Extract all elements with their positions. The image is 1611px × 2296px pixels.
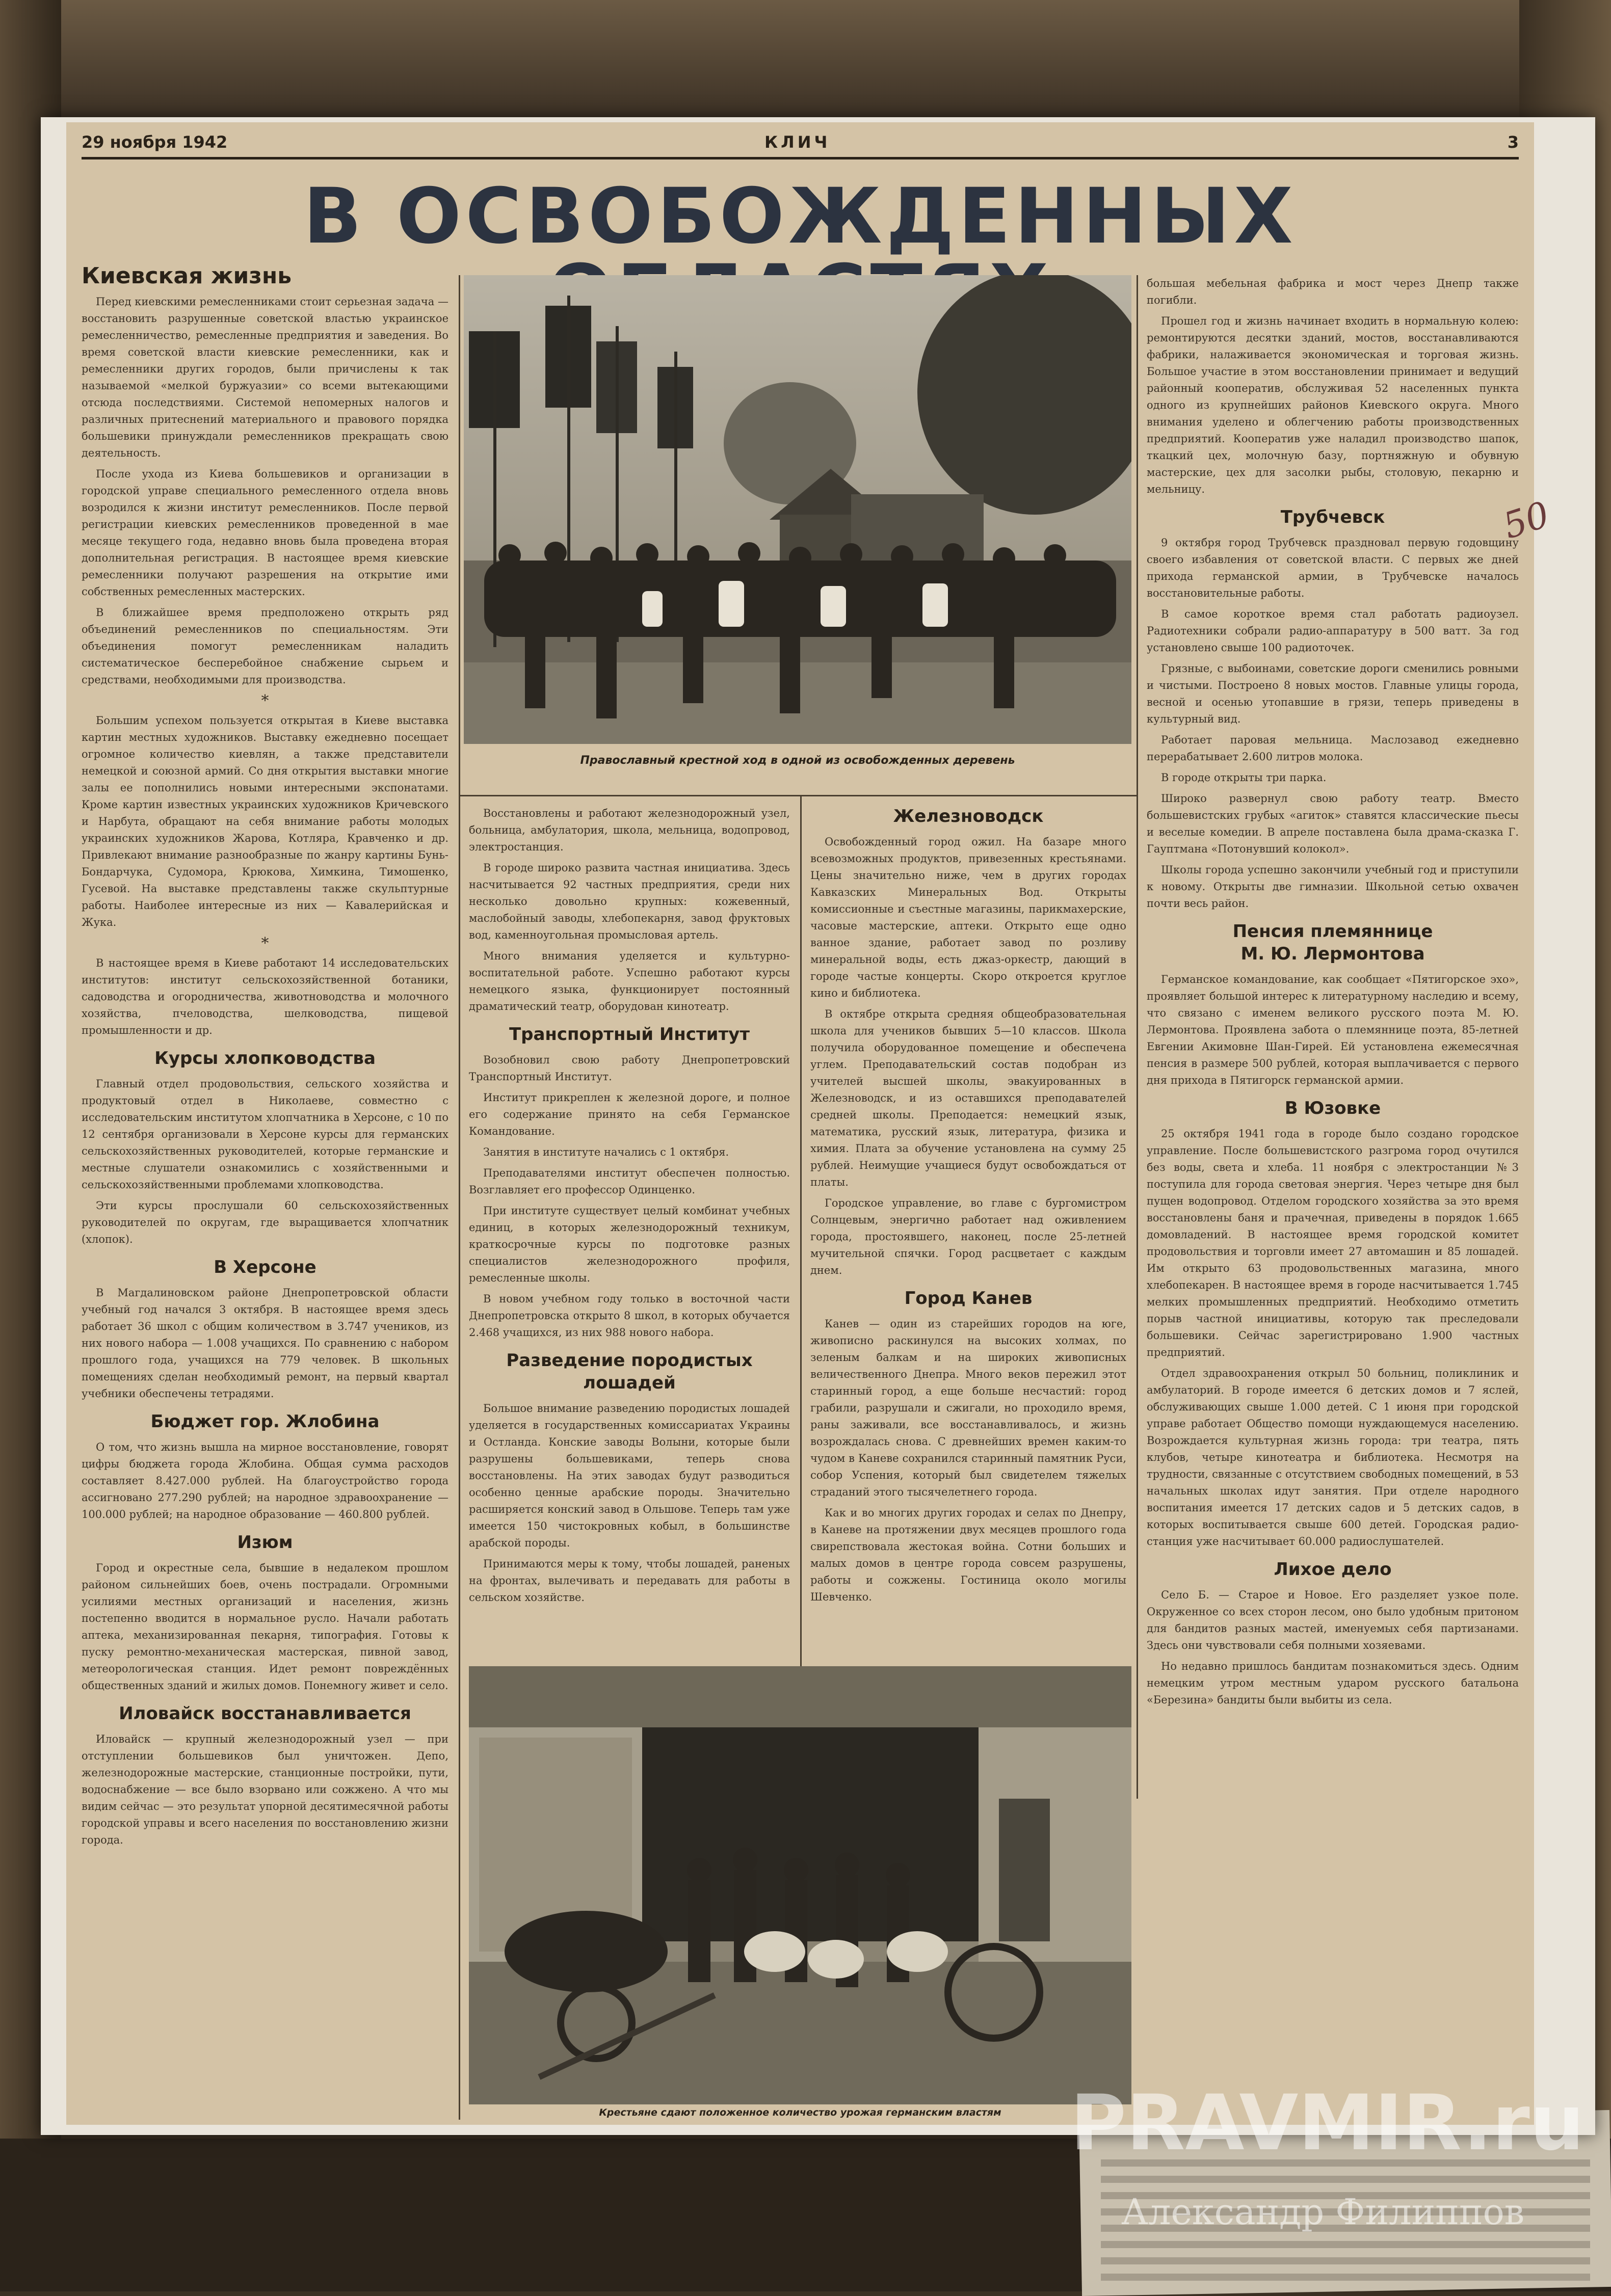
paragraph: После ухода из Киева большевиков и организации в городской управе специального ремесленного отдела вновь возродился к жизни институт ремесленников. После первой регистрации киевских ремесленников проведенной в мае месяце текущего года, недавно вновь была проведена вторая дополнительная регистрация. В настоящее время киевские ремесленники получают разрешения на открытие ими собственных ремесленных мастерских. xyxy=(82,468,448,598)
article-title: В Херсоне xyxy=(214,1257,316,1277)
paragraph: Принимаются меры к тому, чтобы лошадей, раненых на фронтах, вылечивать и передавать для работы в сельском хозяйстве. xyxy=(469,1558,790,1604)
article-title: Иловайск восстанавливается xyxy=(119,1703,411,1724)
paragraph: 9 октября город Трубчевск праздновал первую годовщину своего избавления от советской власти. С первых же дней прихода германской армии, в Трубчевске началось восстановительные работы. xyxy=(1147,537,1519,599)
paragraph: Перед киевскими ремесленниками стоит серьезная задача — восстановить разрушенные советской властью украинское ремесленничество, ремесленные предприятия и заведения. Во время советской власти киевские ремесленники, как и ремесленники других городов, были причислены к так называемой «мелкой буржуазии» со всеми вытекающими отсюда последствиями. Системой непомерных налогов и различных притеснений материального и правового порядка большевики принуждали ремесленников прекращать свою деятельность. xyxy=(82,296,448,459)
masthead-name: КЛИЧ xyxy=(764,132,831,152)
paragraph: Широко развернул свою работу театр. Вместо большевистских грубых «агиток» ставятся классические пьесы и веселые комедии. В апреле поставлена была драма-сказка Г. Гауптмана «Потонувший колокол». xyxy=(1147,792,1519,855)
paragraph: При институте существует целый комбинат учебных единиц, в которых железнодорожный техникум, краткосрочные курсы по подготовке разных специалистов железнодорожного профиля, ремесленные школы. xyxy=(469,1205,790,1284)
article-title: Транспортный Институт xyxy=(509,1024,750,1045)
paragraph: Большим успехом пользуется открытая в Киеве выставка картин местных художников. Выставку ежедневно посещает огромное количество киевлян, а также представители немецкой и союзной армий. Со дня открытия выставки многие залы ее пополнились новыми интересными экспонатами. Кроме картин известных украинских художников Кричевского и Нарбута, обращают на себя внимание работы молодых украинских художников Жарова, Котляра, Кравченко и др. Привлекают внимание разнообразные по жанру картины Бунь-Бондарчука, Судомора, Крюкова, Химкина, Тимошенко, Гусевой. На выставке представлены также скульптурные работы. Наиболее интересные из них — Кавалерийская и Жука. xyxy=(82,714,448,928)
page-headline: В ОСВОБОЖДЕННЫХ xyxy=(303,172,1297,261)
paragraph: Эти курсы прослушали 60 сельскохозяйственных руководителей по округам, где выращивается хлопчатник (хлопок). xyxy=(82,1199,448,1245)
paragraph: Германское командование, как сообщает «Пятигорское эхо», проявляет большой интерес к литературному наследию и всему, что связано с именем великого русского поэта М. Ю. Лермонтова. Проявлена забота о племяннице поэта, 85-летней Евгении Акимовне Шан-Гирей. Ей установлена ежемесячная пенсия в размере 500 рублей, которая выплачивается с первого дня прихода в Пятигорск германской армии. xyxy=(1147,973,1519,1086)
article-title: Лихое дело xyxy=(1274,1559,1392,1580)
paragraph: Много внимания уделяется и культурно-воспитательной работе. Успешно работают курсы немецкого языка, функционирует постоянный драматический театр, оборудован кинотеатр. xyxy=(469,950,790,1012)
harvest-photo xyxy=(469,1666,1131,2104)
paragraph: В ближайшее время предположено открыть ряд объединений ремесленников по специальностям. Эти объединения помогут ремесленникам наладить систематическое бесперебойное снабжение сырьем и средствами, необходимыми для производства. xyxy=(82,606,448,686)
column-divider xyxy=(459,275,460,2120)
masthead xyxy=(82,132,1519,153)
article-title: Город Канев xyxy=(904,1288,1033,1309)
column-divider xyxy=(1137,275,1138,1799)
wall-top xyxy=(0,0,1611,122)
paragraph: Иловайск — крупный железнодорожный узел — при отступлении большевиков был уничтожен. Депо, железнодорожные мастерские, станционные постройки, пути, водоснабжение — все было взорвано или сожжено. А что мы видим сейчас — это результат упорной десятимесячной работы городской управы и всего населения по восстановлению жизни города. xyxy=(82,1733,448,1846)
article-title: М. Ю. Лермонтова xyxy=(1240,944,1425,964)
paragraph: Канев — один из старейших городов на юге, живописно раскинулся на высоких холмах, по зеленым балкам и на широких живописных величественного Днепра. Много веков пережил этот старинный город, а еще больше несчастий: город грабили, разрушали и сжигали, но проходило время, раны заживали, все восстанавливалось, и жизнь возрождалась снова. С древнейших времен каким-то чудом в Каневе сохранился старинный памятник Руси, собор Успения, который был свидетелем тяжелых страданий этого тысячелетнего города. xyxy=(810,1318,1126,1498)
paragraph: Отдел здравоохранения открыл 50 больниц, поликлиник и амбулаторий. В городе имеется 6 детских домов и 7 яслей, обслуживающих свыше 1.000 детей. С 1 июня при городской управе работает Общество помощи нуждающемуся населению. Возрождается культурная жизнь города: три театра, пять клубов, четыре кинотеатра и библиотека. Несмотря на трудности, связанные с отсутствием свободных помещений, в 53 начальных школах идут занятия. При отделе народного воспитания имеется 17 детских садов и 5 детских садов, в которых воспитывается свыше 600 детей. Городская радио-станция уже насчитывает 60.000 радиослушателей. xyxy=(1147,1367,1519,1547)
article-title: Изюм xyxy=(237,1532,293,1553)
paragraph: Но недавно пришлось бандитам познакомиться здесь. Одним немецким утром местным ударом русского батальона «Березина» бандиты были выбиты из села. xyxy=(1147,1660,1519,1706)
paragraph: В городе открыты три парка. xyxy=(1161,771,1327,784)
paragraph: В новом учебном году только в восточной части Днепропетровска открыто 8 школ, в которых обучается 2.468 учащихся, из них 988 нового набора. xyxy=(469,1293,790,1339)
column-2 xyxy=(469,805,790,1610)
paragraph: Восстановлены и работают железнодорожный узел, больница, амбулатория, школа, мельница, водопровод, электростанция. xyxy=(469,807,790,853)
paragraph: Прошел год и жизнь начинает входить в нормальную колею: ремонтируются десятки зданий, мостов, восстанавливаются фабрики, налаживается экономическая и торговая жизнь. Большое участие в этом восстановлении принимает и ведущий районный кооператив, обслуживая 52 населенных пункта одного из крупнейших районов Киевского округа. Много внимания уделено и облегчению работы производственных предприятий. Кооператив уже наладил производство шапок, ткацкий цех, молочную базу, портняжную и обувную мастерские, цех для засолки рыбы, столовую, пекарню и мельницу. xyxy=(1147,315,1519,495)
paragraph: Освобожденный город ожил. На базаре много всевозможных продуктов, привезенных крестьянами. Цены значительно ниже, чем в других городах Кавказских Минеральных Вод. Открыты комиссионные и съестные магазины, парикмахерские, часовые мастерские, аптеки. Открыто еще одно ванное здание, работает завод по розливу минеральной воды, есть джаз-оркестр, дающий в городе частые концерты. Скоро откроется круглое кино и библиотека. xyxy=(810,836,1126,999)
paragraph: В городе широко развита частная инициатива. Здесь насчитывается 92 частных предприятия, среди них несколько довольно крупных: кожевенный, маслобойный заводы, хлебопекарня, завод фруктовых вод, каменноугольная промысловая артель. xyxy=(469,862,790,941)
paragraph: Возобновил свою работу Днепропетровский Транспортный Институт. xyxy=(469,1054,790,1083)
paragraph: Работает паровая мельница. Маслозавод ежедневно перерабатывает 2.600 литров молока. xyxy=(1147,734,1519,763)
column-4 xyxy=(1147,275,1519,1713)
article-title: В Юзовке xyxy=(1284,1098,1381,1118)
paragraph: Город и окрестные села, бывшие в недалеком прошлом районом сильнейших боев, очень пострадали. Огромными усилиями местных организаций и населения, жизнь постепенно вводится в нормальное русло. Начали работать аптека, механизированная пекарня, типография. Готовы к пуску ремонтно-механическая мастерская, пивной завод, метеорологическая станция. Идет ремонт повреждённых общественных зданий и жилых домов. Понемногу живет и село. xyxy=(82,1562,448,1692)
handwritten-mark: 50 xyxy=(1498,493,1554,547)
masthead-rule xyxy=(82,157,1519,159)
asterisk-separator: * xyxy=(261,692,269,710)
paragraph: Институт прикреплен к железной дороге, и полное его содержание принято на себя Германское Командование. xyxy=(469,1091,790,1137)
paragraph: Школы города успешно закончили учебный год и приступили к новому. Открыты две гимназии. Школьной сетью охвачен почти весь район. xyxy=(1147,864,1519,910)
procession-photo xyxy=(464,275,1131,744)
paragraph: Как и во многих других городах и селах по Днепру, в Каневе на протяжении двух месяцев прошлого года свирепствовала жестокая война. Сотни больших и малых домов в центре города совсем разрушены, работы и сожжены. Гостиница около могилы Шевченко. xyxy=(810,1507,1126,1603)
paragraph: 25 октября 1941 года в городе было создано городское управление. После большевистского разгрома город очутился без воды, света и хлеба. 11 ноября с электростанции №3 поступила для города световая энергия. Через четыре дня был пущен водопровод. Отделом городского хозяйства за это время восстановлены баня и прачечная, приведены в порядок 1.665 домовладений. В настоящее время городской комитет продовольствия и торговли имеет 27 автомашин и 85 лошадей. Им открыто 63 продовольственных магазина, много хлебопекарен. В настоящее время в городе насчитывается 1.745 мелких промышленных предприятий. Необходимо отметить порыв частной инициативы, которую так преследовали большевики. Сейчас зарегистрировано 1.900 частных предприятий. xyxy=(1147,1128,1519,1358)
article-title: Пенсия племяннице xyxy=(1232,921,1433,942)
article-title: Разведение породистых лошадей xyxy=(506,1350,753,1393)
procession-photo-caption: Православный крестной ход в одной из освобожденных деревень xyxy=(580,754,1015,767)
masthead-date: 29 ноября 1942 xyxy=(82,132,228,152)
asterisk-separator: * xyxy=(261,935,269,952)
paragraph: Большое внимание разведению породистых лошадей уделяется в государственных комиссариатах Украины и Остланда. Конские заводы Волыни, которые были разрушены большевиками, теперь снова восстановлены. На этих заводах будут разводиться особенно ценные арабские породы. Значительно расширяется конский завод в Ольшове. Теперь там уже имеется 150 чистокровных кобыл, в большинстве арабской породы. xyxy=(469,1402,790,1549)
article-title: Бюджет гор. Жлобина xyxy=(150,1411,380,1432)
masthead-page-number: 3 xyxy=(1507,132,1519,152)
article-title: Киевская жизнь xyxy=(82,263,292,289)
paragraph: Село Б. — Старое и Новое. Его разделяет узкое поле. Окруженное со всех сторон лесом, оно было удобным притоном для бандитов разных мастей, именуемых себя партизанами. Здесь они чувствовали себя полными хозяевами. xyxy=(1147,1589,1519,1651)
watermark-author: Александр Филиппов xyxy=(1121,2191,1525,2233)
harvest-photo-caption: Крестьяне сдают положенное количество урожая германским властям xyxy=(599,2107,1001,2118)
paragraph: Городское управление, во главе с бургомистром Солнцевым, энергично работает над оживлением города, простоявшего, наконец, после 25-летней мучительной спячки. Город расцветает с каждым днем. xyxy=(810,1197,1126,1276)
newspaper-page xyxy=(66,122,1554,2125)
paragraph: В настоящее время в Киеве работают 14 исследовательских институтов: институт сельскохозяйственной ботаники, садоводства и огородничества, животноводства и молочного хозяйства, пчеловодства, шелководства, пищевой промышленности и др. xyxy=(82,957,448,1036)
article-title: Трубчевск xyxy=(1280,507,1385,527)
paragraph: Занятия в институте начались с 1 октября. xyxy=(483,1146,729,1158)
watermark-site: PRAVMIR.ru xyxy=(1070,2079,1584,2168)
column-3 xyxy=(810,805,1126,1610)
paragraph: О том, что жизнь вышла на мирное восстановление, говорят цифры бюджета города Жлобина. Общая сумма расходов составляет 8.427.000 рублей. На благоустройство города ассигновано 277.290 рублей; на народное здравоохранение — 100.000 рублей; на народное образование — 460.800 рублей. xyxy=(82,1441,448,1520)
harvest-photo-image xyxy=(469,1666,1131,2104)
paragraph: Грязные, с выбоинами, советские дороги сменились ровными и чистыми. Построено 8 новых мостов. Главные улицы города, весной и осенью утопавшие в грязи, теперь приведены в культурный вид. xyxy=(1147,662,1519,725)
paragraph: Главный отдел продовольствия, сельского хозяйства и продуктовый отдел в Николаеве, совместно с исследовательским институтом хлопчатника в Херсоне, с 10 по 12 сентября организовали в Херсоне курсы для германских сельскохозяйственных руководителей, которые германские и местные слушатели ознакомились с хозяйственными и сельскохозяйственными проблемами хлопководства. xyxy=(82,1078,448,1191)
paragraph: большая мебельная фабрика и мост через Днепр также погибли. xyxy=(1147,277,1519,306)
paragraph: В самое короткое время стал работать радиоузел. Радиотехники собрали радио-аппаратуру в 500 ватт. За год установлено свыше 100 радиоточек. xyxy=(1147,608,1519,654)
article-title: Железноводск xyxy=(893,806,1044,826)
procession-photo-image xyxy=(464,275,1131,744)
paragraph: В октябре открыта средняя общеобразовательная школа для учеников бывших 5—10 классов. Школа получила оборудованное помещение и обеспечена углем. Преподавательский состав подобран из учителей высшей школы, эвакуированных в Железноводск, и из оставшихся преподавателей средней школы. Преподается: немецкий язык, математика, русский язык, литература, физика и химия. Плата за обучение установлена на сумму 25 рублей. Неимущие учащиеся будут освобождаться от платы. xyxy=(810,1008,1126,1188)
article-title: Курсы хлопководства xyxy=(154,1048,376,1069)
paragraph: В Магдалиновском районе Днепропетровской области учебный год начался 3 октября. В настоящее время здесь работает 36 школ с общим количеством в 3.747 учеников, из них нового набора — 1.008 учащихся. По сравнению с набором прошлого года, учащихся на 779 человек. В школьных помещениях сделан необходимый ремонт, на первый квартал учебники обеспечены тетрадями. xyxy=(82,1287,448,1400)
section-divider xyxy=(459,795,1137,796)
column-1 xyxy=(82,265,448,1853)
column-divider xyxy=(800,795,802,1794)
paragraph: Преподавателями институт обеспечен полностью. Возглавляет его профессор Одинценко. xyxy=(469,1167,790,1196)
